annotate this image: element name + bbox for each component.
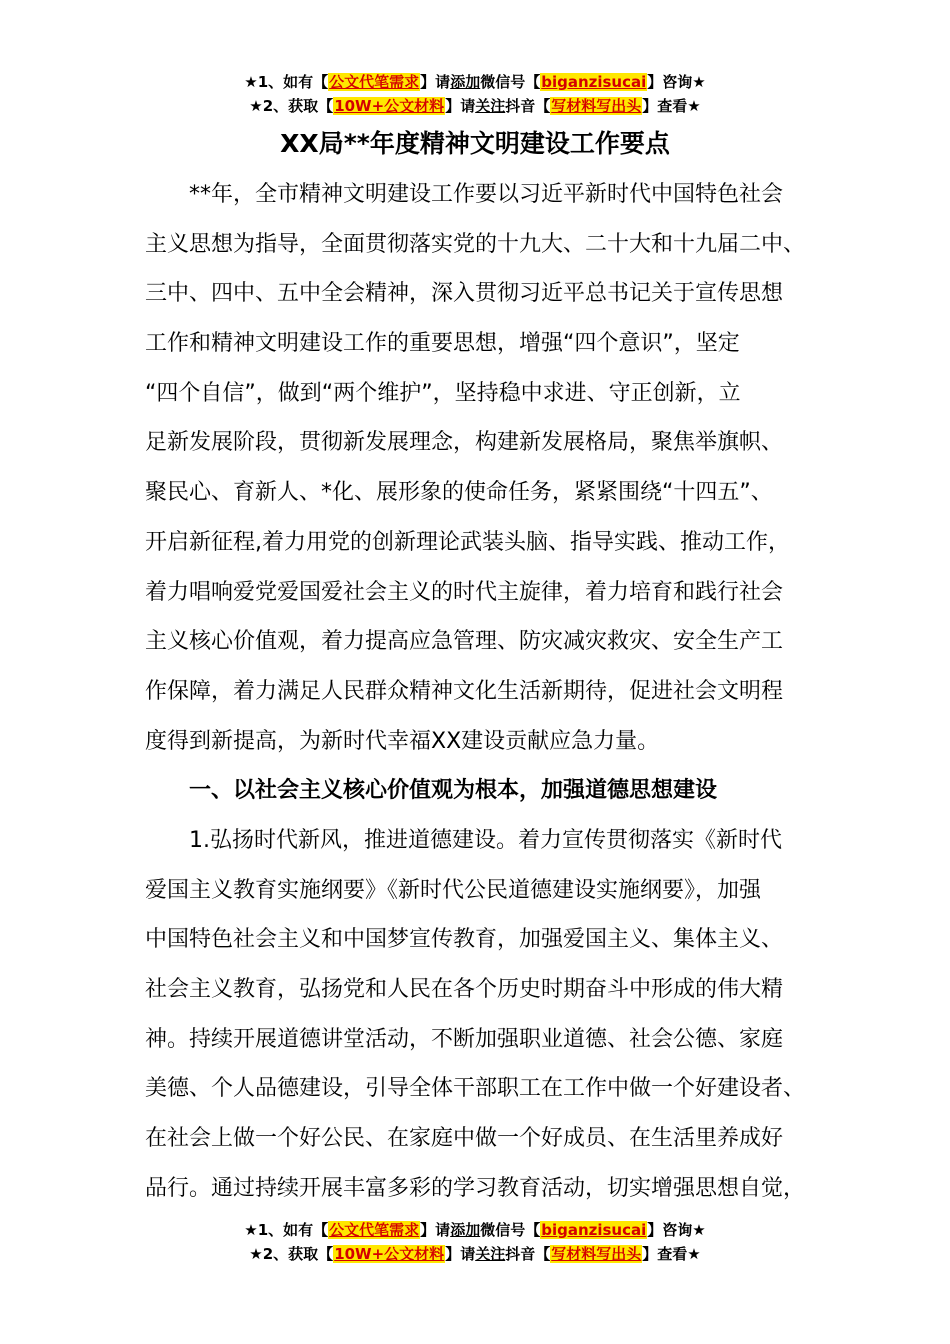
banner-text: 关注 — [475, 97, 506, 115]
section-heading: 一、以社会主义核心价值观为根本，加强道德思想建设 — [189, 778, 718, 804]
banner-text: 】请 — [445, 1245, 476, 1263]
banner-text: 添加 — [450, 73, 481, 91]
text-line: 着力唱响爱党爱国爱社会主义的时代主旋律，着力培育和践行社会 — [145, 579, 784, 605]
banner-line-1 — [0, 70, 950, 94]
banner-highlight: 写材料写出头 — [551, 97, 642, 115]
text-line: 主义思想为指导，全面贯彻落实党的十九大、二十大和十九届二中、 — [145, 231, 806, 257]
banner-text: 】咨询★ — [647, 73, 706, 91]
text-line: 社会主义教育，弘扬党和人民在各个历史时期奋斗中形成的伟大精 — [145, 977, 784, 1002]
text-line: 在社会上做一个好公民、在家庭中做一个好成员、在生活里养成好 — [145, 1126, 784, 1152]
text-line: 开启新征程,着力用党的创新理论武装头脑、指导实践、推动工作， — [145, 529, 790, 555]
banner-highlight: 公文代笔需求 — [329, 1221, 420, 1239]
text-line: 主义核心价值观，着力提高应急管理、防灾减灾救灾、安全生产工 — [145, 629, 784, 655]
text-line: 1.弘扬时代新风，推进道德建设。着力宣传贯彻落实《新时代 — [189, 827, 782, 853]
banner-text: 】查看★ — [642, 97, 701, 115]
banner-text: 关注 — [475, 1245, 506, 1263]
text-line: “四个自信”，做到“两个维护”，坚持稳中求进、守正创新，立 — [145, 380, 741, 406]
text-line: 聚民心、育新人、*化、展形象的使命任务，紧紧围绕“十四五”、 — [145, 480, 773, 506]
banner-text: ★1、如有【 — [244, 1221, 329, 1239]
banner-text: ★2、获取【 — [249, 97, 334, 115]
text-line: 品行。通过持续开展丰富多彩的学习教育活动，切实增强思想自觉， — [145, 1175, 806, 1201]
banner-highlight: 写材料写出头 — [551, 1245, 642, 1263]
text-line: 爱国主义教育实施纲要》《新时代公民道德建设实施纲要》，加强 — [145, 877, 762, 903]
footer-banner — [0, 1218, 950, 1266]
banner-highlight: 公文代笔需求 — [329, 73, 420, 91]
banner-text: 】查看★ — [642, 1245, 701, 1263]
text-line: 三中、四中、五中全会精神，深入贯彻习近平总书记关于宣传思想 — [145, 281, 784, 307]
document-body — [145, 170, 815, 1213]
banner-highlight: biganzisucai — [541, 73, 647, 91]
banner-text: 】请 — [445, 97, 476, 115]
banner-line-2 — [0, 94, 950, 118]
text-line: 度得到新提高，为新时代幸福XX建设贡献应急力量。 — [145, 728, 660, 754]
banner-text: ★2、获取【 — [249, 1245, 334, 1263]
banner-line-1 — [0, 1218, 950, 1242]
banner-line-2 — [0, 1242, 950, 1266]
text-line: 中国特色社会主义和中国梦宣传教育，加强爱国主义、集体主义、 — [145, 927, 784, 953]
text-line: 足新发展阶段，贯彻新发展理念，构建新发展格局，聚焦举旗帜、 — [145, 430, 784, 456]
banner-text: ★1、如有【 — [244, 73, 329, 91]
document-title: XX局**年度精神文明建设工作要点 — [280, 129, 670, 158]
header-banner — [0, 70, 950, 118]
banner-text: 抖音【 — [505, 1245, 551, 1263]
banner-text: 抖音【 — [505, 97, 551, 115]
text-line: 工作和精神文明建设工作的重要思想，增强“四个意识”，坚定 — [145, 331, 740, 357]
banner-highlight: 10W+公文材料 — [334, 97, 445, 115]
text-line: 美德、个人品德建设，引导全体干部职工在工作中做一个好建设者、 — [145, 1076, 806, 1102]
banner-text: 】请 — [420, 1221, 451, 1239]
banner-text: 微信号【 — [480, 73, 541, 91]
text-line: **年，全市精神文明建设工作要以习近平新时代中国特色社会 — [189, 182, 784, 207]
banner-highlight: 10W+公文材料 — [334, 1245, 445, 1263]
banner-highlight: biganzisucai — [541, 1221, 647, 1239]
banner-text: 添加 — [450, 1221, 481, 1239]
banner-text: 微信号【 — [480, 1221, 541, 1239]
banner-text: 】咨询★ — [647, 1221, 706, 1239]
text-line: 作保障，着力满足人民群众精神文化生活新期待，促进社会文明程 — [145, 678, 784, 704]
text-line: 神。持续开展道德讲堂活动，不断加强职业道德、社会公德、家庭 — [145, 1026, 784, 1052]
banner-text: 】请 — [420, 73, 451, 91]
